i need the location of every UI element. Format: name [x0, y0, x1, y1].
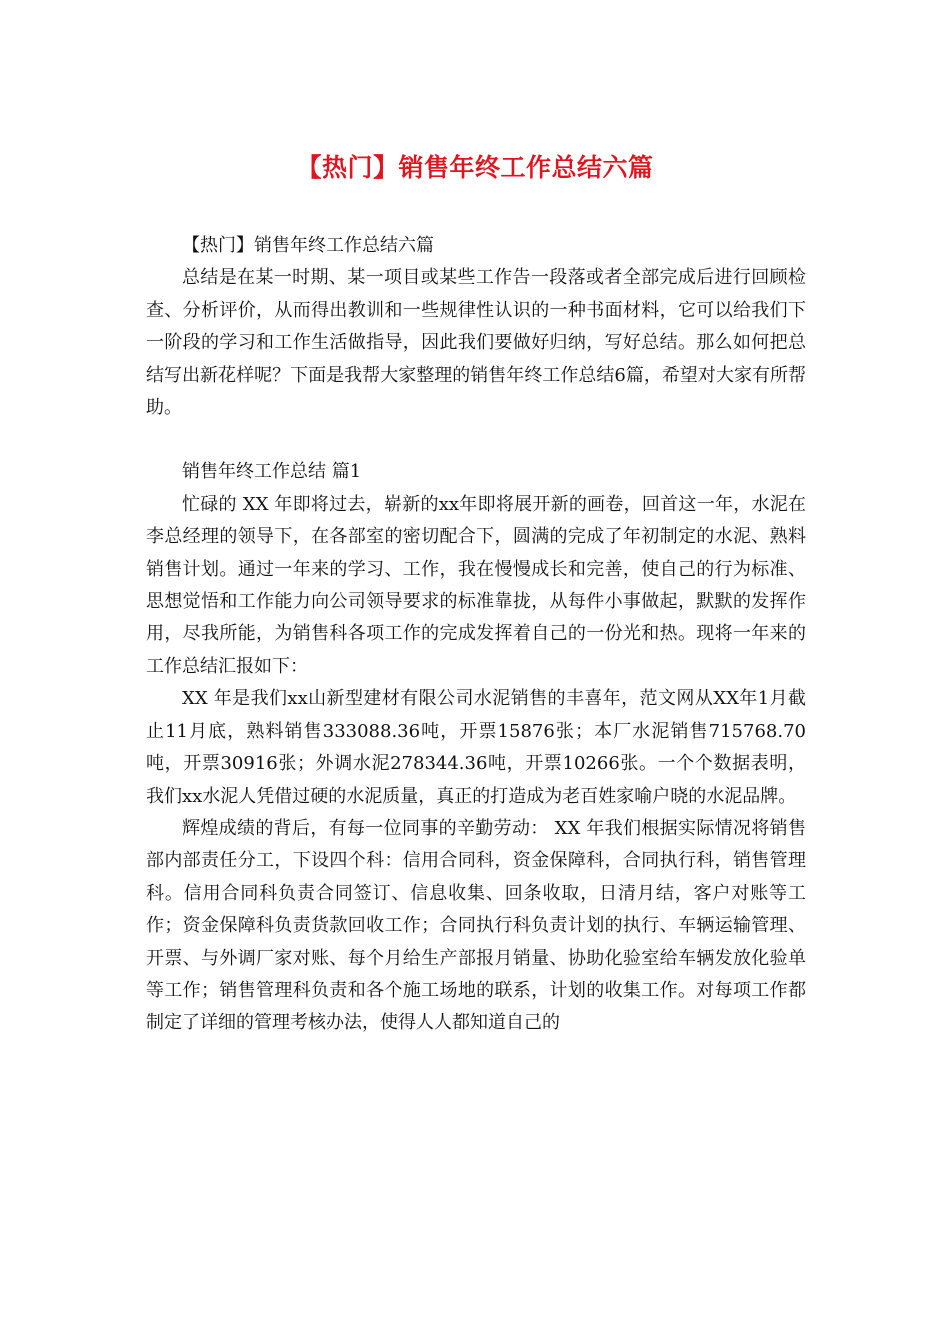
intro-heading: 【热门】销售年终工作总结六篇 [182, 235, 434, 256]
body-paragraph: 忙碌的 XX 年即将过去，崭新的xx年即将展开新的画卷，回首这一年，水泥在李总经理的领导下，在各部室的密切配合下，圆满的完成了年初制定的水泥、熟料销售计划。通过一年来的学习、工作，我在慢慢成长和完善，使自己的行为标准、思想觉悟和工作能力向公司领导要求的标准靠拢，从每件小事做起，默默的发挥作用，尽我所能，为销售科各项工作的完成发挥着自己的一份光和热。现将一年来的工作总结汇报如下： [146, 493, 806, 677]
section-heading: 销售年终工作总结 篇1 [182, 461, 362, 483]
body-paragraph: 辉煌成绩的背后，有每一位同事的辛勤劳动： XX 年我们根据实际情况将销售部内部责任分工，下设四个科：信用合同科，资金保障科，合同执行科，销售管理科。信用合同科负责合同签订、信息收集、回条收取，日清月结，客户对账等工作；资金保障科负责货款回收工作；合同执行科负责计划的执行、车辆运输管理、开票、与外调厂家对账、每个月给生产部报月销量、协助化验室给车辆发放化验单等工作；销售管理科负责和各个施工场地的联系，计划的收集工作。对每项工作都制定了详细的管理考核办法，使得人人都知道自己的 [146, 817, 806, 1034]
intro-paragraph: 总结是在某一时期、某一项目或某些工作告一段落或者全部完成后进行回顾检查、分析评价，从而得出教训和一些规律性认识的一种书面材料，它可以给我们下一阶段的学习和工作生活做指导，因此我们要做好归纳，写好总结。那么如何把总结写出新花样呢？下面是我帮大家整理的销售年终工作总结6篇，希望对大家有所帮助。 [146, 267, 806, 419]
paragraph-gap [146, 424, 806, 456]
document-body [146, 230, 806, 1040]
body-paragraph: XX 年是我们xx山新型建材有限公司水泥销售的丰喜年，范文网从XX年1月截止11月底，熟料销售333088.36吨，开票15876张；本厂水泥销售715768.70吨，开票30916张；外调水泥278344.36吨，开票10266张。一个个数据表明，我们xx水泥人凭借过硬的水泥质量，真正的打造成为老百姓家喻户晓的水泥品牌。 [146, 688, 806, 807]
document-title: 【热门】销售年终工作总结六篇 [296, 153, 654, 182]
